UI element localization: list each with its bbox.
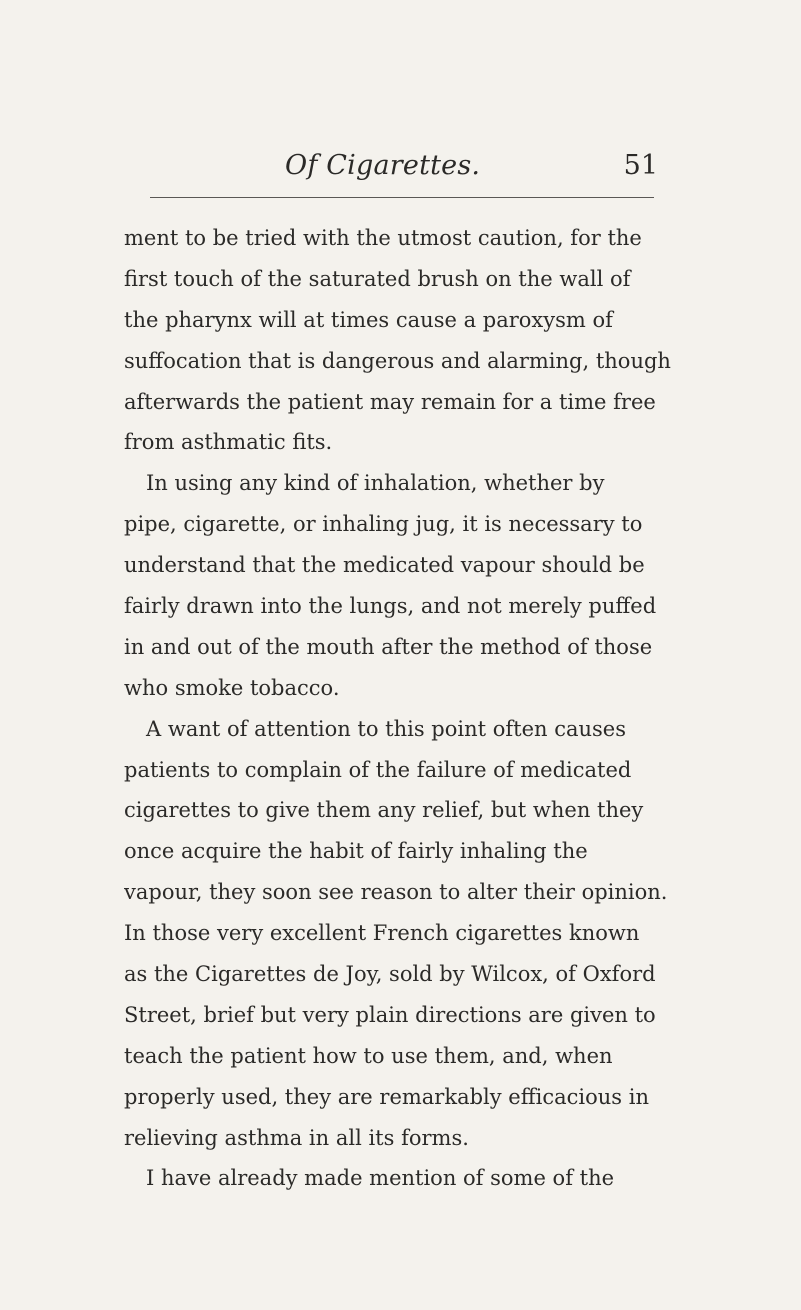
text-line: who smoke tobacco. bbox=[124, 675, 340, 700]
text-line: first touch of the saturated brush on the wall of bbox=[124, 266, 631, 291]
running-head bbox=[148, 150, 658, 186]
text-line: I have already made mention of some of the bbox=[146, 1166, 615, 1191]
text-line: as the Cigarettes de Joy, sold by Wilcox, of Oxford bbox=[124, 962, 656, 987]
text-line: suffocation that is dangerous and alarming, though bbox=[124, 348, 671, 373]
text-line: afterwards the patient may remain for a time free bbox=[124, 389, 656, 414]
text-line: once acquire the habit of fairly inhaling the bbox=[124, 839, 588, 864]
running-title: Of Cigarettes. bbox=[285, 150, 481, 181]
text-line: fairly drawn into the lungs, and not merely puffed bbox=[124, 594, 657, 619]
text-line: relieving asthma in all its forms. bbox=[124, 1125, 469, 1150]
page-number: 51 bbox=[623, 150, 658, 181]
header-rule bbox=[150, 197, 654, 198]
text-line: In using any kind of inhalation, whether by bbox=[146, 471, 605, 496]
text-line: in and out of the mouth after the method of those bbox=[124, 634, 653, 659]
text-line: pipe, cigarette, or inhaling jug, it is necessary to bbox=[124, 512, 643, 537]
text-line: from asthmatic fits. bbox=[124, 430, 333, 455]
text-line: vapour, they soon see reason to alter their opinion. bbox=[124, 880, 668, 905]
text-line: properly used, they are remarkably efficacious in bbox=[124, 1084, 649, 1109]
text-line: Street, brief but very plain directions are given to bbox=[124, 1002, 656, 1027]
text-line: ment to be tried with the utmost caution, for the bbox=[124, 226, 642, 250]
text-line: cigarettes to give them any relief, but when they bbox=[124, 798, 644, 823]
text-line: A want of attention to this point often causes bbox=[146, 716, 627, 741]
text-line: the pharynx will at times cause a paroxysm of bbox=[124, 307, 613, 332]
text-line: In those very excellent French cigarettes known bbox=[124, 921, 640, 946]
body-text bbox=[124, 218, 684, 1199]
text-line: teach the patient how to use them, and, when bbox=[124, 1043, 613, 1068]
text-line: understand that the medicated vapour should be bbox=[124, 553, 645, 578]
text-line: patients to complain of the failure of medicated bbox=[124, 757, 632, 782]
